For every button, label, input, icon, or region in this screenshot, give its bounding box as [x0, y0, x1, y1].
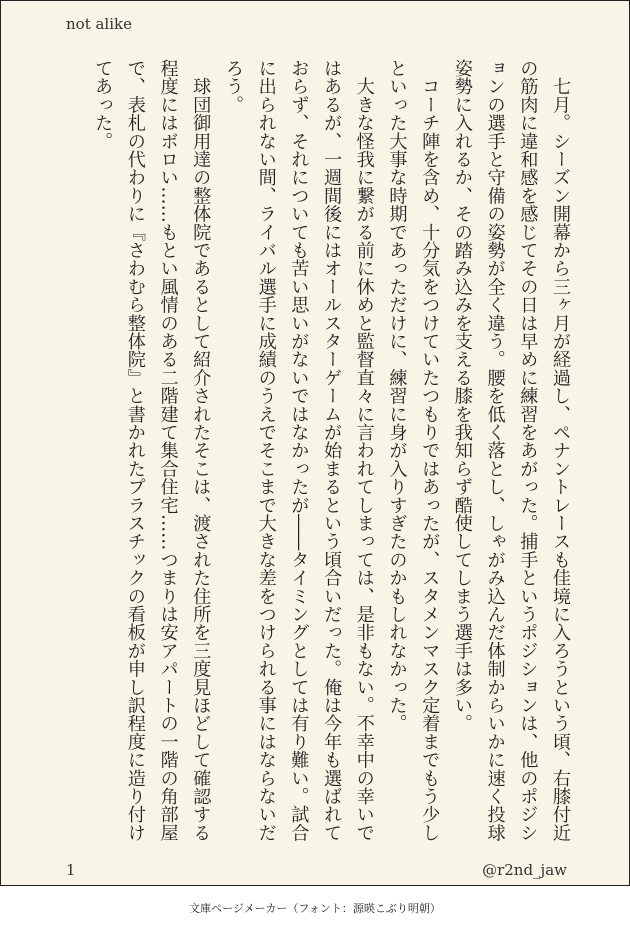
paragraph-3: 大きな怪我に繋がる前に休めと監督直々に言われてしまっては、是非もない。不幸中の幸いではあるが、一週間後にはオールスターゲームが始まるという頃合いだった。俺は今年も選ばれておらず、それについても苦い思いがないではなかったが――タイミングとしては有り難い。試合に出られない間、ライバル選手に成績のうえでそこまで大きな差をつけられる事にはならないだろう。 [222, 59, 375, 842]
paragraph-4: 球団御用達の整体院であるとして紹介されたそこは、渡された住所を三度見ほどして確認する程度にはボロい……もとい風情のある二階建て集合住宅……つまりは安アパートの一階の角部屋で、表札の代わりに『さわむら整体院』と書かれたプラスチックの看板が申し訳程度に造り付けてあった。 [92, 59, 212, 842]
paragraph-1: 七月。シーズン開幕から三ヶ月が経過し、ペナントレースも佳境に入ろうという頃、右膝付近の筋肉に違和感を感じてその日は早めに練習をあがった。捕手というポジションは、他のポジションの選手と守備の姿勢が全く違う。腰を低く落とし、しゃがみ込んだ体制からいかに速く投球姿勢に入れるか、その踏み込みを支える膝を我知らず酷使してしまう選手は多い。 [451, 59, 571, 842]
paragraph-2: コーチ陣を含め、十分気をつけていたつもりではあったが、スタメンマスク定着までもう少しといった大事な時期であっただけに、練習に身が入りすぎたのかもしれなかった。 [386, 59, 441, 842]
page-number: 1 [66, 861, 76, 879]
header-title: not alike [66, 15, 132, 33]
author-handle: @r2nd_jaw [482, 861, 567, 879]
footer-credit: 文庫ページメーカー（フォント：源暎こぶり明朝） [189, 902, 441, 915]
body-text [53, 59, 576, 851]
